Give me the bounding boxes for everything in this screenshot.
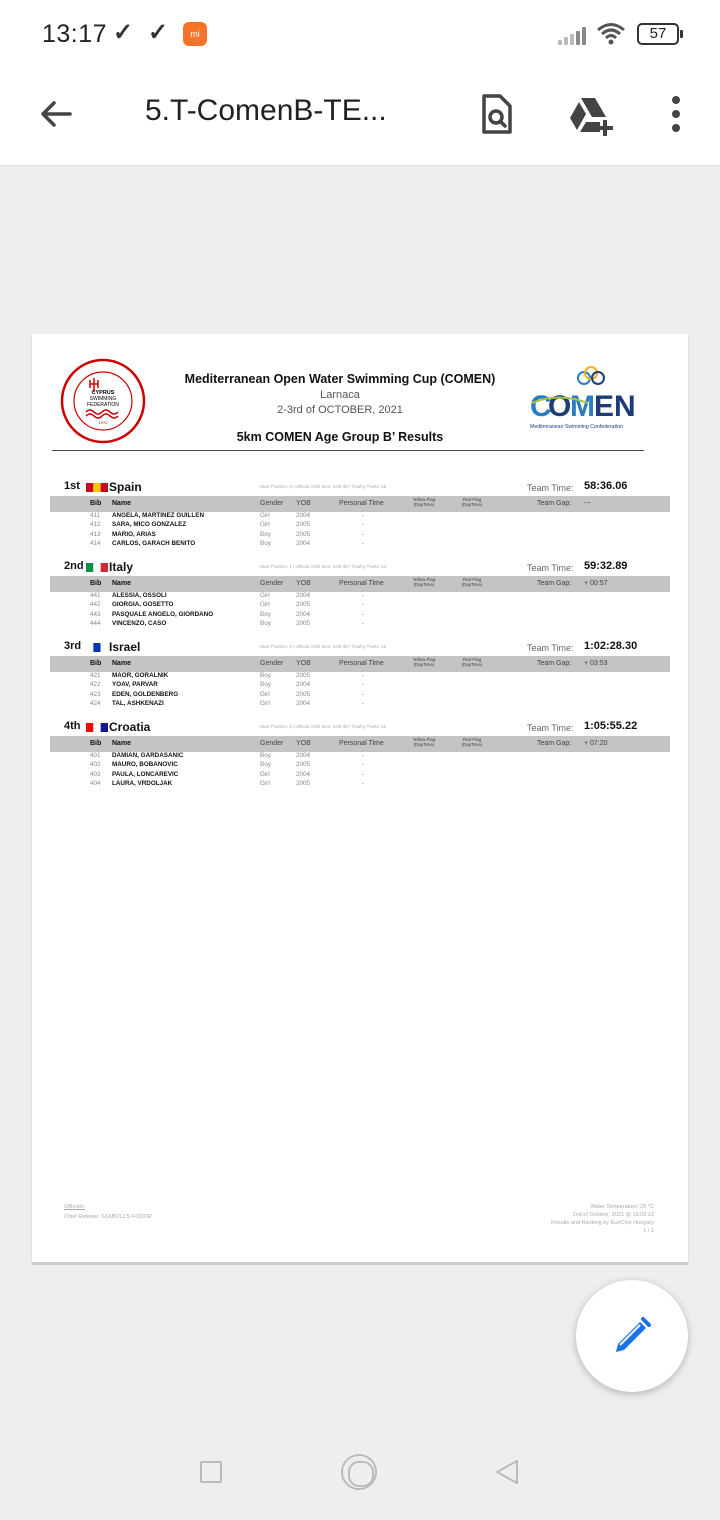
swimmer-name: PASQUALE ANGELO, GIORDANO bbox=[112, 610, 214, 618]
team-meta: Start Position: 1 | Official GUN time: 9:00:35 | Trophy Points: 14 bbox=[260, 564, 387, 569]
swimmer-time: - bbox=[362, 681, 365, 689]
swimmer-bib: 422 bbox=[90, 681, 101, 689]
swimmer-gender: Girl bbox=[260, 521, 270, 529]
col-name: Name bbox=[112, 580, 132, 587]
doc-dates: 2-3rd of OCTOBER, 2021 bbox=[277, 404, 403, 416]
col-yob: YOB bbox=[296, 580, 311, 587]
swimmer-name: CARLOS, GARACH BENITO bbox=[112, 540, 196, 548]
svg-text:FEDERATION: FEDERATION bbox=[87, 402, 119, 408]
edit-fab-button[interactable] bbox=[576, 1280, 688, 1392]
swimmer-yob: 2004 bbox=[296, 770, 311, 778]
footer-referee: Chief Referee: SZABOLCS FODOR bbox=[64, 1214, 152, 1220]
table-row bbox=[50, 700, 670, 709]
swimmer-yob: 2005 bbox=[296, 601, 311, 609]
swimmer-name: SARA, MICO GONZALEZ bbox=[112, 521, 187, 529]
col-yob: YOB bbox=[296, 740, 311, 747]
document-title: 5.T-ComenB-TE... bbox=[145, 94, 387, 127]
edit-pencil-icon bbox=[610, 1314, 654, 1358]
col-yellow-flag: Yellow Flag (DayTime) bbox=[412, 497, 436, 507]
team-rank: 4th bbox=[64, 720, 81, 732]
team-name: Spain bbox=[109, 480, 142, 494]
swimmer-gender: Boy bbox=[260, 761, 271, 769]
footer-page: 1 / 1 bbox=[643, 1228, 654, 1234]
col-red-flag: Red Flag (DayTime) bbox=[461, 497, 483, 507]
swimmer-time: - bbox=[362, 540, 365, 548]
team-gap-label: Team Gap: bbox=[537, 580, 572, 587]
swimmer-yob: 2004 bbox=[296, 681, 311, 689]
team-gap-value: --- bbox=[584, 500, 591, 507]
team-time-value: 59:32.89 bbox=[584, 560, 628, 572]
team-header bbox=[50, 560, 670, 576]
team-result-italy bbox=[50, 560, 670, 630]
swimmer-time: - bbox=[362, 780, 365, 788]
col-red-flag: Red Flag (DayTime) bbox=[461, 577, 483, 587]
swimmer-name: ALESSIA, OSSOLI bbox=[112, 592, 167, 599]
swimmer-yob: 2004 bbox=[296, 700, 311, 708]
svg-text:Mediterranean Swimming Confede: Mediterranean Swimming Confederation bbox=[530, 424, 623, 430]
table-row bbox=[50, 521, 670, 530]
swimmer-time: - bbox=[362, 521, 365, 529]
swimmer-name: VINCENZO, CASO bbox=[112, 620, 167, 628]
col-red-flag: Red Flag (DayTime) bbox=[461, 657, 483, 667]
swimmer-name: DAMIAN, GARDASANIC bbox=[112, 752, 184, 759]
app-notification-icon: mi bbox=[183, 22, 207, 46]
team-name: Croatia bbox=[109, 720, 151, 734]
swimmer-yob: 2005 bbox=[296, 530, 311, 538]
table-row bbox=[50, 752, 670, 761]
battery-indicator: 57 bbox=[637, 23, 679, 45]
col-yob: YOB bbox=[296, 500, 311, 507]
swimmer-bib: 403 bbox=[90, 770, 101, 778]
team-header bbox=[50, 720, 670, 736]
col-personal-time: Personal Time bbox=[339, 740, 384, 747]
team-gap-label: Team Gap: bbox=[537, 740, 572, 747]
check-notification-icon: ✓ bbox=[148, 19, 169, 46]
team-time-value: 58:36.06 bbox=[584, 480, 628, 492]
svg-text:C: C bbox=[530, 390, 552, 423]
team-meta: Start Position: 4 | Official GUN time: 9:00:35 | Trophy Points: 12 bbox=[260, 644, 387, 649]
table-row bbox=[50, 592, 670, 601]
swimmer-bib: 423 bbox=[90, 690, 101, 698]
col-red-flag: Red Flag (DayTime) bbox=[461, 737, 483, 747]
doc-location: Larnaca bbox=[320, 389, 360, 401]
swimmer-name: YOAV, PARVAR bbox=[112, 681, 158, 689]
team-result-croatia bbox=[50, 720, 670, 790]
swimmer-yob: 2005 bbox=[296, 521, 311, 529]
swimmer-yob: 2004 bbox=[296, 752, 311, 759]
team-rank: 1st bbox=[64, 480, 80, 492]
swimmer-time: - bbox=[362, 761, 365, 769]
table-row bbox=[50, 531, 670, 540]
team-time-label: Team Time: bbox=[527, 643, 574, 653]
team-time-label: Team Time: bbox=[527, 483, 574, 493]
country-flag-icon bbox=[86, 483, 108, 492]
footer-officials: Officials: bbox=[64, 1204, 85, 1210]
team-name: Israel bbox=[109, 640, 141, 654]
col-name: Name bbox=[112, 500, 132, 507]
swimmer-bib: 412 bbox=[90, 521, 101, 529]
swimmer-gender: Girl bbox=[260, 512, 270, 519]
app-toolbar bbox=[0, 68, 720, 166]
col-personal-time: Personal Time bbox=[339, 500, 384, 507]
back-nav-button[interactable] bbox=[493, 1458, 521, 1486]
swimmer-yob: 2005 bbox=[296, 690, 311, 698]
swimmer-bib: 424 bbox=[90, 700, 101, 708]
svg-text:EN: EN bbox=[594, 390, 636, 423]
more-vert-icon[interactable] bbox=[652, 90, 700, 138]
doc-heading: Mediterranean Open Water Swimming Cup (COMEN) bbox=[184, 372, 496, 386]
swimmer-time: - bbox=[362, 530, 365, 538]
col-gender: Gender bbox=[260, 740, 284, 747]
swimmer-time: - bbox=[362, 700, 365, 708]
swimmer-bib: 414 bbox=[90, 540, 101, 548]
swimmer-gender: Girl bbox=[260, 780, 270, 788]
swimmer-time: - bbox=[362, 610, 365, 618]
table-row bbox=[50, 611, 670, 620]
swimmer-yob: 2004 bbox=[296, 610, 311, 618]
swimmer-gender: Boy bbox=[260, 620, 271, 628]
comen-logo bbox=[528, 366, 644, 432]
col-yellow-flag: Yellow Flag (DayTime) bbox=[412, 737, 436, 747]
swimmer-gender: Boy bbox=[260, 752, 271, 759]
add-to-drive-icon[interactable] bbox=[566, 90, 614, 138]
signal-icon bbox=[558, 27, 588, 45]
col-yellow-flag: Yellow Flag (DayTime) bbox=[412, 657, 436, 667]
swimmer-time: - bbox=[362, 512, 365, 519]
swimmer-bib: 441 bbox=[90, 592, 101, 599]
home-button[interactable] bbox=[341, 1454, 377, 1490]
swimmer-name: EDEN, GOLDENBERG bbox=[112, 690, 179, 698]
svg-text:CYPRUS: CYPRUS bbox=[91, 390, 115, 396]
swimmer-gender: Boy bbox=[260, 681, 271, 689]
col-yellow-flag: Yellow Flag (DayTime) bbox=[412, 577, 436, 587]
team-time-label: Team Time: bbox=[527, 563, 574, 573]
svg-text:M: M bbox=[570, 390, 595, 423]
table-header-row bbox=[50, 656, 670, 672]
team-gap-value: + 03:53 bbox=[584, 660, 608, 667]
footer-ranking: Results and Ranking by EuoChip Hungary bbox=[550, 1220, 654, 1226]
team-gap-label: Team Gap: bbox=[537, 660, 572, 667]
table-row bbox=[50, 761, 670, 770]
check-notification-icon: ✓ bbox=[113, 19, 134, 46]
team-time-label: Team Time: bbox=[527, 723, 574, 733]
swimmer-yob: 2005 bbox=[296, 780, 311, 788]
swimmer-time: - bbox=[362, 690, 365, 698]
swimmer-name: LAURA, VRDOLJAK bbox=[112, 780, 173, 788]
back-arrow-icon[interactable] bbox=[36, 94, 76, 134]
table-header-row bbox=[50, 576, 670, 592]
swimmer-bib: 443 bbox=[90, 610, 101, 618]
country-flag-icon bbox=[86, 563, 108, 572]
pdf-page[interactable] bbox=[32, 334, 688, 1262]
swimmer-time: - bbox=[362, 770, 365, 778]
swimmer-name: GIORGIA, GOSETTO bbox=[112, 601, 174, 609]
team-meta: Start Position: 2 | Official GUN time: 9:00:35 | Trophy Points: 10 bbox=[260, 724, 387, 729]
table-header-row bbox=[50, 736, 670, 752]
wifi-icon bbox=[596, 22, 626, 46]
header-divider bbox=[52, 450, 644, 451]
team-result-israel bbox=[50, 640, 670, 710]
svg-text:O: O bbox=[548, 390, 572, 423]
col-bib: Bib bbox=[90, 660, 102, 667]
table-row bbox=[50, 771, 670, 780]
swimmer-bib: 401 bbox=[90, 752, 101, 759]
team-result-spain bbox=[50, 480, 670, 550]
swimmer-name: TAL, ASHKENAZI bbox=[112, 700, 164, 708]
table-row bbox=[50, 512, 670, 521]
swimmer-gender: Girl bbox=[260, 690, 270, 698]
team-name: Italy bbox=[109, 560, 134, 574]
swimmer-gender: Girl bbox=[260, 592, 270, 599]
footer-water-temp: Water Temperature: 25 °C bbox=[590, 1204, 654, 1210]
col-gender: Gender bbox=[260, 580, 284, 587]
swimmer-time: - bbox=[362, 601, 365, 609]
page-bottom-edge bbox=[32, 1262, 688, 1265]
table-row bbox=[50, 672, 670, 681]
table-row bbox=[50, 601, 670, 610]
swimmer-bib: 411 bbox=[90, 512, 101, 519]
swimmer-bib: 421 bbox=[90, 672, 101, 679]
col-personal-time: Personal Time bbox=[339, 580, 384, 587]
status-time: 13:17 bbox=[42, 20, 108, 48]
swimmer-yob: 2005 bbox=[296, 761, 311, 769]
col-gender: Gender bbox=[260, 500, 284, 507]
swimmer-gender: Boy bbox=[260, 530, 271, 538]
team-meta: Start Position: 3 | Official GUN time: 9:00:35 | Trophy Points: 18 bbox=[260, 484, 387, 489]
cyprus-swimming-federation-logo bbox=[60, 358, 146, 444]
swimmer-time: - bbox=[362, 592, 365, 599]
col-name: Name bbox=[112, 660, 132, 667]
swimmer-time: - bbox=[362, 620, 365, 628]
swimmer-time: - bbox=[362, 752, 365, 759]
swimmer-gender: Boy bbox=[260, 672, 271, 679]
swimmer-name: MAOR, GORALNIK bbox=[112, 672, 169, 679]
table-row bbox=[50, 540, 670, 549]
swimmer-gender: Boy bbox=[260, 540, 271, 548]
status-bar bbox=[0, 0, 720, 68]
table-header-row bbox=[50, 496, 670, 512]
col-bib: Bib bbox=[90, 500, 102, 507]
team-rank: 2nd bbox=[64, 560, 84, 572]
team-header bbox=[50, 640, 670, 656]
country-flag-icon bbox=[86, 723, 108, 732]
recents-button[interactable] bbox=[200, 1461, 222, 1483]
swimmer-gender: Girl bbox=[260, 700, 270, 708]
col-gender: Gender bbox=[260, 660, 284, 667]
swimmer-yob: 2005 bbox=[296, 620, 311, 628]
team-time-value: 1:05:55.22 bbox=[584, 720, 638, 732]
swimmer-bib: 444 bbox=[90, 620, 101, 628]
swimmer-bib: 402 bbox=[90, 761, 101, 769]
swimmer-bib: 404 bbox=[90, 780, 101, 788]
col-bib: Bib bbox=[90, 580, 102, 587]
team-time-value: 1:02:28.30 bbox=[584, 640, 638, 652]
results-title: 5km COMEN Age Group B’ Results bbox=[236, 430, 444, 444]
col-yob: YOB bbox=[296, 660, 311, 667]
table-row bbox=[50, 691, 670, 700]
svg-text:SWIMMING: SWIMMING bbox=[89, 396, 117, 402]
swimmer-name: PAULA, LONCAREVIC bbox=[112, 770, 179, 778]
swimmer-name: MARIO, ARIAS bbox=[112, 530, 156, 538]
team-rank: 3rd bbox=[64, 640, 82, 652]
swimmer-gender: Girl bbox=[260, 770, 270, 778]
team-gap-label: Team Gap: bbox=[537, 500, 572, 507]
svg-text:1972: 1972 bbox=[98, 420, 108, 425]
swimmer-time: - bbox=[362, 672, 365, 679]
swimmer-name: MAURO, BOBANOVIC bbox=[112, 761, 178, 769]
swimmer-bib: 413 bbox=[90, 530, 101, 538]
team-gap-value: + 00:57 bbox=[584, 580, 608, 587]
col-personal-time: Personal Time bbox=[339, 660, 384, 667]
swimmer-yob: 2004 bbox=[296, 512, 311, 519]
table-row bbox=[50, 620, 670, 629]
footer-printed: 2nd of October, 2021 @ 15:03:12 bbox=[572, 1212, 654, 1218]
swimmer-name: ANGELA, MARTINEZ GUILLEN bbox=[112, 512, 204, 519]
table-row bbox=[50, 780, 670, 789]
swimmer-yob: 2005 bbox=[296, 672, 311, 679]
search-document-icon[interactable] bbox=[472, 90, 520, 138]
team-header bbox=[50, 480, 670, 496]
swimmer-gender: Girl bbox=[260, 601, 270, 609]
country-flag-icon bbox=[86, 643, 108, 652]
col-bib: Bib bbox=[90, 740, 102, 747]
col-name: Name bbox=[112, 740, 132, 747]
swimmer-bib: 442 bbox=[90, 601, 101, 609]
table-row bbox=[50, 681, 670, 690]
swimmer-gender: Boy bbox=[260, 610, 271, 618]
team-gap-value: + 07:20 bbox=[584, 740, 608, 747]
swimmer-yob: 2004 bbox=[296, 540, 311, 548]
swimmer-yob: 2004 bbox=[296, 592, 311, 599]
